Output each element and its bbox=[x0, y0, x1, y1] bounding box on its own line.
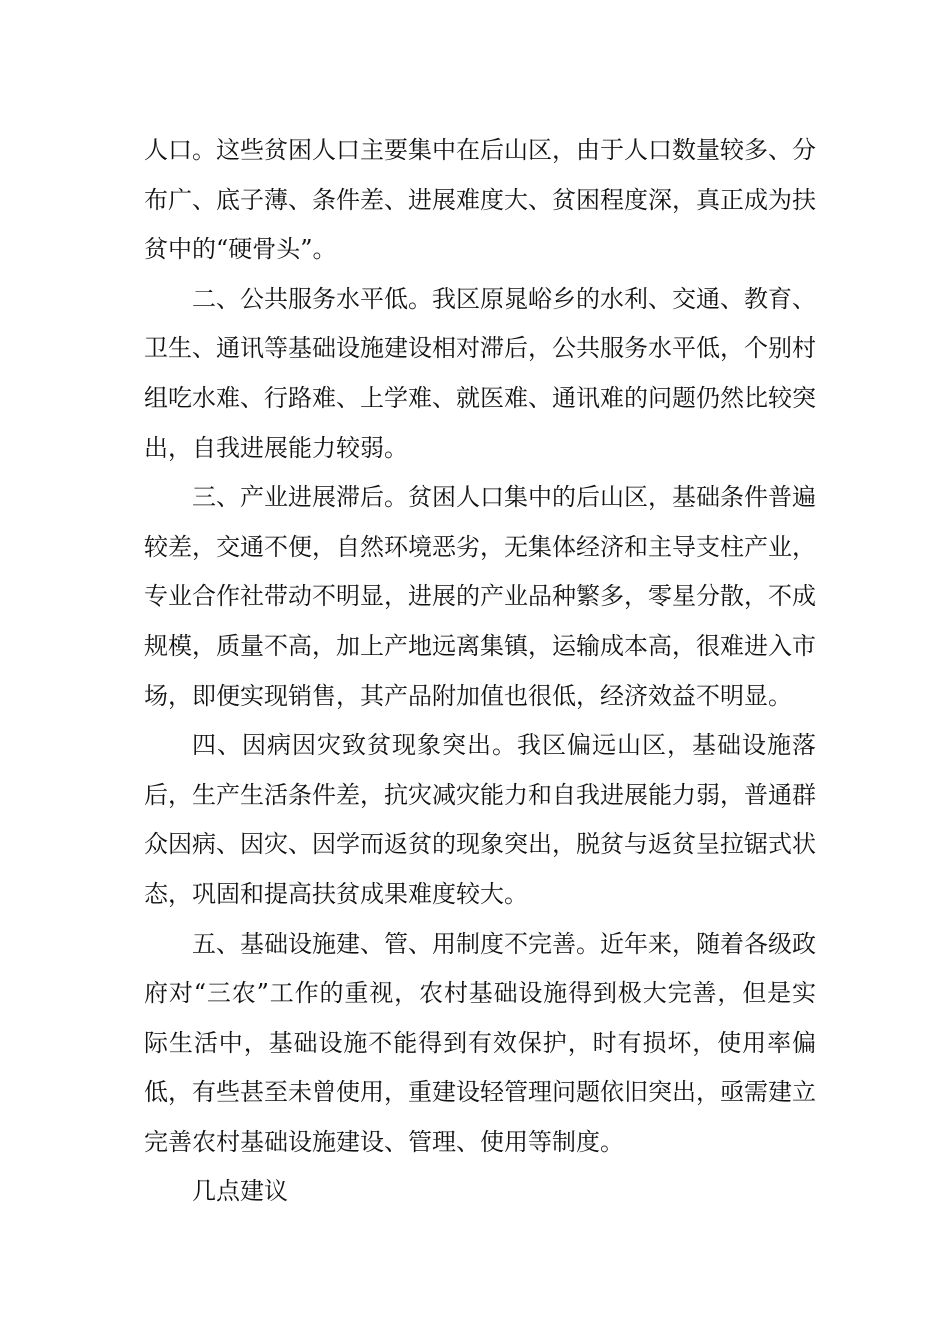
paragraph-industry-development: 三、产业进展滞后。贫困人口集中的后山区，基础条件普遍较差，交通不便，自然环境恶劣，无集体经济和主导支柱产业，专业合作社带动不明显，进展的产业品种繁多，零星分散，不成规模，质量不高，加上产地远离集镇，运输成本高，很难进入市场，即便实现销售，其产品附加值也很低，经济效益不明显。 bbox=[144, 483, 816, 710]
paragraph-infrastructure-system: 五、基础设施建、管、用制度不完善。近年来，随着各级政府对“三农”工作的重视，农村基础设施得到极大完善，但是实际生活中，基础设施不能得到有效保护，时有损坏，使用率偏低，有些甚至未曾使用，重建设轻管理问题依旧突出，亟需建立完善农村基础设施建设、管理、使用等制度。 bbox=[144, 929, 816, 1156]
paragraph-poverty-illness-disaster: 四、因病因灾致贫现象突出。我区偏远山区，基础设施落后，生产生活条件差，抗灾减灾能力和自我进展能力弱，普通群众因病、因灾、因学而返贫的现象突出，脱贫与返贫呈拉锯式状态，巩固和提高扶贫成果难度较大。 bbox=[144, 731, 816, 908]
section-heading-suggestions: 几点建议 bbox=[192, 1177, 288, 1206]
document-body bbox=[144, 126, 816, 1217]
paragraph-public-services: 二、公共服务水平低。我区原晁峪乡的水利、交通、教育、卫生、通讯等基础设施建设相对滞后，公共服务水平低，个别村组吃水难、行路难、上学难、就医难、通讯难的问题仍然比较突出，自我进展能力较弱。 bbox=[144, 284, 816, 462]
paragraph-continuation: 人口。这些贫困人口主要集中在后山区，由于人口数量较多、分布广、底子薄、条件差、进展难度大、贫困程度深，真正成为扶贫中的“硬骨头”。 bbox=[144, 136, 816, 264]
